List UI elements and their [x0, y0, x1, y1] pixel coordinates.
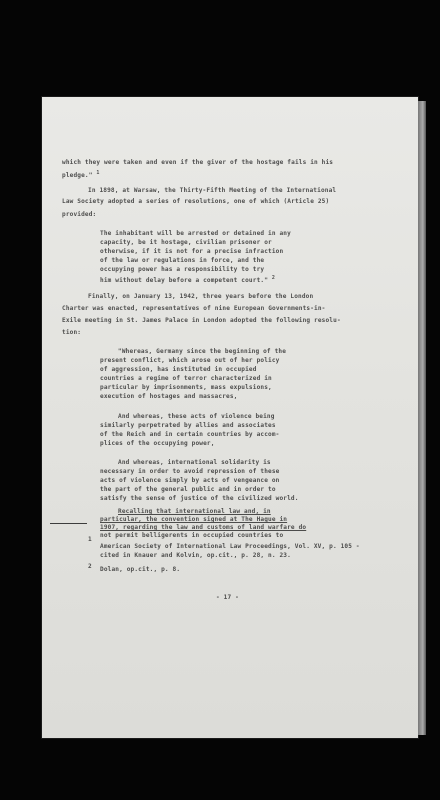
- quote-line: otherwise, if it is not for a precise infraction: [100, 248, 284, 255]
- body-line: Exile meeting in St. James Palace in London adopted the following resolu-: [62, 317, 341, 324]
- quote-line: necessary in order to avoid repression of these: [100, 468, 280, 475]
- footnote-ref: 2: [271, 275, 276, 281]
- quote-line: of the Reich and in certain countries by accom-: [100, 431, 280, 438]
- quote-line: satisfy the sense of justice of the civilized world.: [100, 495, 299, 502]
- quote-line: And whereas, international solidarity is: [118, 459, 271, 466]
- footnote-number: 1: [88, 536, 92, 543]
- quote-line: "Whereas, Germany since the beginning of the: [118, 348, 287, 355]
- quote-line: capacity, be it hostage, civilian prisoner or: [100, 239, 272, 246]
- page-number: - 17 -: [216, 594, 239, 601]
- footnote-rule: [50, 523, 87, 524]
- quote-line: similarly perpetrated by allies and associates: [100, 422, 276, 429]
- quote-line: plices of the occupying power,: [100, 440, 215, 447]
- quote-line: him without delay before a competent court." $^2$: [100, 275, 276, 284]
- body-line: In 1898, at Warsaw, the Thirty-Fifth Meeting of the International: [88, 187, 337, 194]
- quote-line: occupying power has a responsibility to try: [100, 266, 265, 273]
- quote-line: countries a regime of terror characterized in: [100, 375, 272, 382]
- body-line: Charter was enacted, representatives of nine European Governments-in-: [62, 305, 326, 312]
- body-line: Law Society adopted a series of resolutions, one of which (Article 25): [62, 198, 330, 205]
- quote-line: acts of violence simply by acts of vengeance on: [100, 477, 280, 484]
- body-line: provided:: [62, 211, 97, 218]
- body-line: which they were taken and even if the giver of the hostage fails in his: [62, 159, 334, 166]
- quote-line: not permit belligerents in occupied countries to: [100, 532, 284, 539]
- quote-line: particular by imprisonments, mass expulsions,: [100, 384, 272, 391]
- quote-line: 1907, regarding the law and customs of land warfare do: [100, 524, 307, 531]
- body-line: Finally, on January 13, 1942, three years before the London: [88, 293, 314, 300]
- quote-line: the part of the general public and in order to: [100, 486, 276, 493]
- footnote-line: cited in Knauer and Kolvin, op.cit., p. 28, n. 23.: [100, 552, 291, 559]
- quote-line: execution of hostages and massacres,: [100, 393, 238, 400]
- quote-line: And whereas, these acts of violence being: [118, 413, 275, 420]
- quote-line: Recalling that international law and, in: [118, 508, 271, 515]
- footnote-ref: 1: [96, 170, 100, 176]
- footnote-line: American Society of International Law Proceedings, Vol. XV, p. 105 -: [100, 543, 360, 550]
- body-line: tion:: [62, 329, 82, 336]
- quote-line: particular, the convention signed at The Hague in: [100, 516, 288, 523]
- quote-line: present conflict, which arose out of her policy: [100, 357, 280, 364]
- footnote-number: 2: [88, 563, 92, 570]
- footnote-line: Dolan, op.cit., p. 8.: [100, 566, 181, 573]
- quote-line: of the law or regulations in force, and the: [100, 257, 265, 264]
- page-edge: [418, 101, 426, 735]
- quote-line: of aggression, has instituted in occupied: [100, 366, 257, 373]
- body-line: pledge." $^1$: [62, 170, 100, 179]
- quote-line: The inhabitant will be arrested or detained in any: [100, 230, 291, 237]
